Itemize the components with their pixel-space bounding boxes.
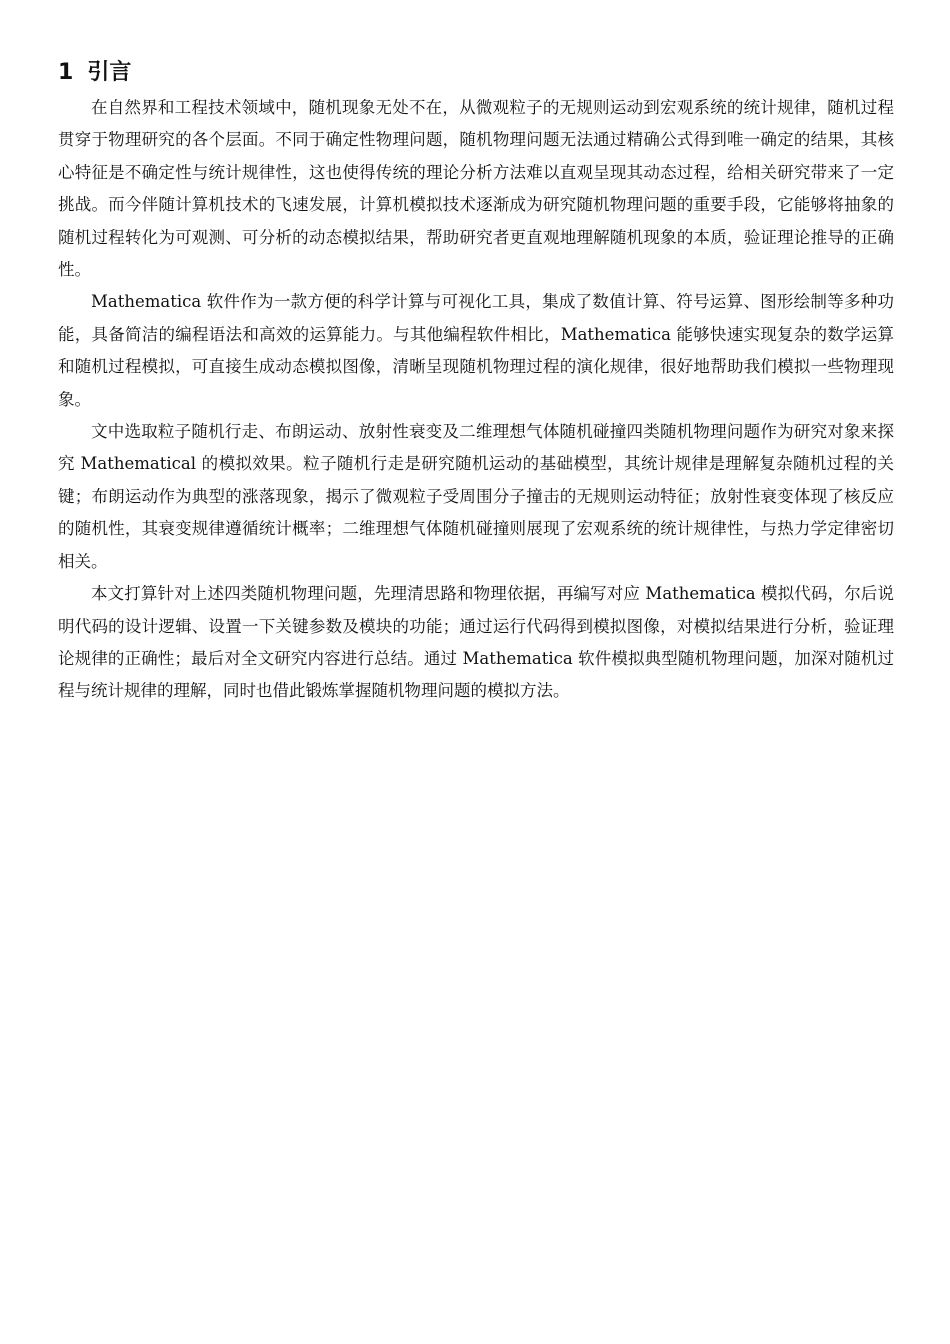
section-heading [58, 56, 894, 90]
document-page [58, 56, 894, 708]
paragraph-plan: 本文打算针对上述四类随机物理问题，先理清思路和物理依据，再编写对应 Mathematica 模拟代码，尔后说明代码的设计逻辑、设置一下关键参数及模块的功能；通过运行代码得到模拟图像，对模拟结果进行分析，验证理论规律的正确性；最后对全文研究内容进行总结。通过 Mathematica 软件模拟典型随机物理问题，加深对随机过程与统计规律的理解，同时也借此锻炼掌握随机物理问题的模拟方法。 [58, 584, 894, 701]
section-title: 引言 [87, 60, 132, 85]
section-number: 1 [58, 60, 74, 85]
paragraph-problems: 文中选取粒子随机行走、布朗运动、放射性衰变及二维理想气体随机碰撞四类随机物理问题作为研究对象来探究 Mathematical 的模拟效果。粒子随机行走是研究随机运动的基础模型，其统计规律是理解复杂随机过程的关键；布朗运动作为典型的涨落现象，揭示了微观粒子受周围分子撞击的无规则运动特征；放射性衰变体现了核反应的随机性，其衰变规律遵循统计概率；二维理想气体随机碰撞则展现了宏观系统的统计规律性，与热力学定律密切相关。 [58, 422, 894, 571]
paragraph-intro: 在自然界和工程技术领域中，随机现象无处不在，从微观粒子的无规则运动到宏观系统的统计规律，随机过程贯穿于物理研究的各个层面。不同于确定性物理问题，随机物理问题无法通过精确公式得到唯一确定的结果，其核心特征是不确定性与统计规律性，这也使得传统的理论分析方法难以直观呈现其动态过程，给相关研究带来了一定挑战。而今伴随计算机技术的飞速发展，计算机模拟技术逐渐成为研究随机物理问题的重要手段，它能够将抽象的随机过程转化为可观测、可分析的动态模拟结果，帮助研究者更直观地理解随机现象的本质，验证理论推导的正确性。 [58, 98, 894, 280]
paragraph-mathematica: Mathematica 软件作为一款方便的科学计算与可视化工具，集成了数值计算、符号运算、图形绘制等多种功能，具备简洁的编程语法和高效的运算能力。与其他编程软件相比，Mathematica 能够快速实现复杂的数学运算和随机过程模拟，可直接生成动态模拟图像，清晰呈现随机物理过程的演化规律，很好地帮助我们模拟一些物理现象。 [58, 292, 894, 409]
